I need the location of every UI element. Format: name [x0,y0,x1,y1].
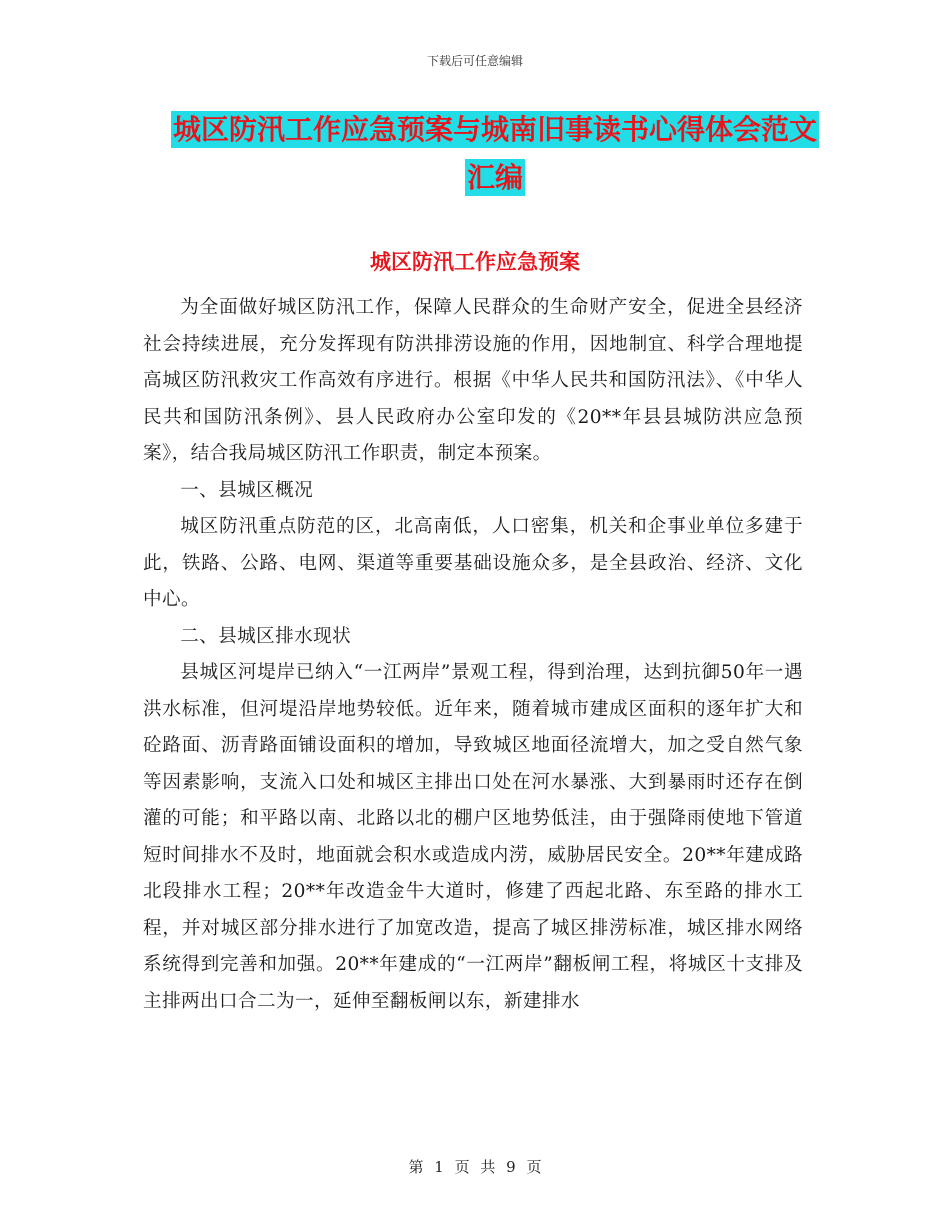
paragraph-overview: 城区防汛重点防范的区，北高南低，人口密集，机关和企事业单位多建于此，铁路、公路、电网、渠道等重要基础设施众多，是全县政治、经济、文化中心。 [143,516,803,610]
document-title-line-1: 城区防汛工作应急预案与城南旧事读书心得体会范文 [172,113,817,146]
heading-drainage: 二、县城区排水现状 [180,625,352,647]
heading-overview: 一、县城区概况 [180,479,314,501]
body-text [143,290,803,1020]
document-title-line-2: 汇编 [466,161,523,194]
page-number-footer: 第 1 页 共 9 页 [408,1158,542,1176]
section-title: 城区防汛工作应急预案 [370,250,580,274]
header-note: 下载后可任意编辑 [426,54,523,68]
paragraph-intro: 为全面做好城区防汛工作，保障人民群众的生命财产安全，促进全县经济社会持续进展，充分发挥现有防洪排涝设施的作用，因地制宜、科学合理地提高城区防汛救灾工作高效有序进行。根据《中华人民共和国防汛法》、《中华人民共和国防汛条例》、县人民政府办公室印发的《20**年县县城防洪应急预案》，结合我局城区防汛工作职责，制定本预案。 [143,297,803,464]
paragraph-drainage: 县城区河堤岸已纳入“一江两岸”景观工程，得到治理，达到抗御50年一遇洪水标准，但河堤沿岸地势较低。近年来，随着城市建成区面积的逐年扩大和砼路面、沥青路面铺设面积的增加，导致城区地面径流增大，加之受自然气象等因素影响，支流入口处和城区主排出口处在河水暴涨、大到暴雨时还存在倒灌的可能；和平路以南、北路以北的棚户区地势低洼，由于强降雨使地下管道短时间排水不及时，地面就会积水或造成内涝，威胁居民安全。20**年建成路北段排水工程；20**年改造金牛大道时，修建了西起北路、东至路的排水工程，并对城区部分排水进行了加宽改造，提高了城区排涝标准，城区排水网络系统得到完善和加强。20**年建成的“一江两岸”翻板闸工程，将城区十支排及主排两出口合二为一，延伸至翻板闸以东，新建排水 [143,662,803,1012]
document-title [170,106,820,202]
